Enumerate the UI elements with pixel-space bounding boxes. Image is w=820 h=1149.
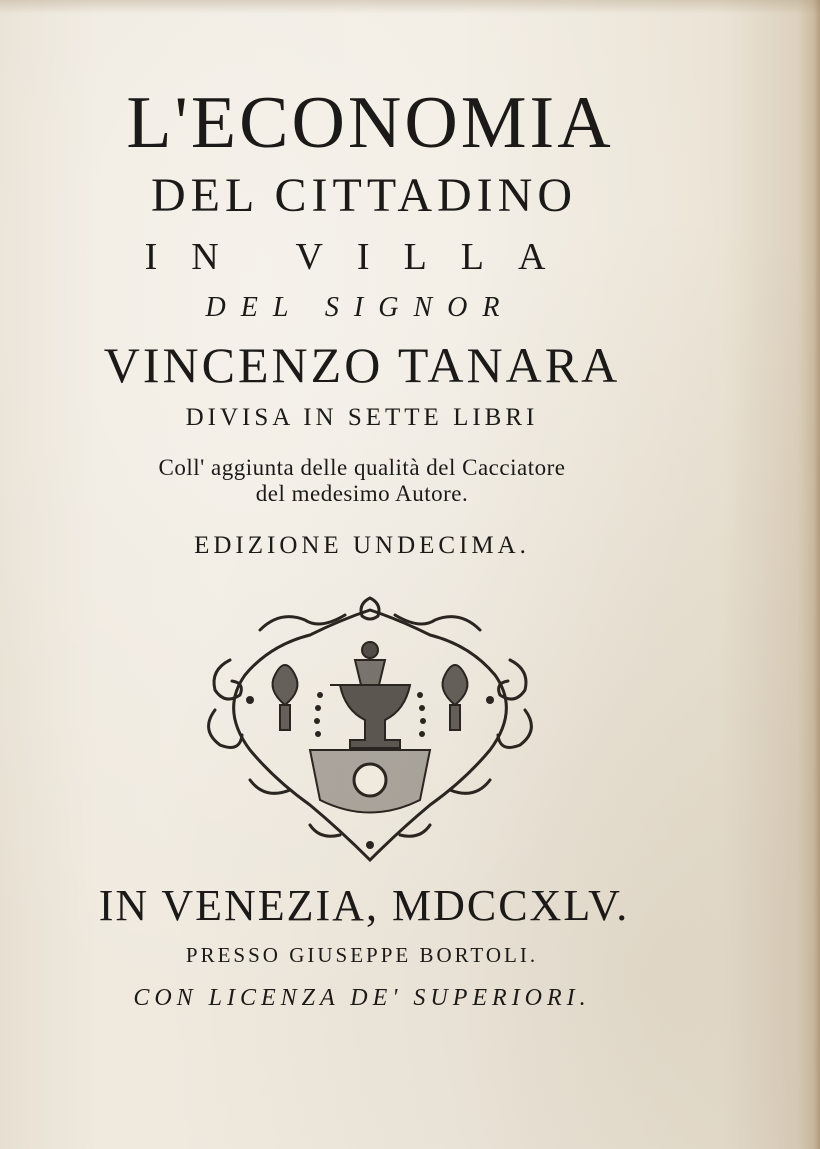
addition-note-line2: del medesimo Autore.	[255, 481, 469, 506]
author-prefix: DEL SIGNOR	[205, 292, 515, 323]
addition-note: Coll' aggiunta delle qualità del Cacciatore	[158, 455, 566, 480]
paper-edge-top	[0, 0, 820, 14]
author-name: VINCENZO TANARA	[103, 337, 621, 393]
paper-edge-right	[798, 0, 820, 1149]
edition: EDIZIONE UNDECIMA.	[194, 532, 530, 559]
book-division: DIVISA IN SETTE LIBRI	[185, 404, 539, 431]
printer-ornament-vase-icon	[190, 590, 550, 865]
book-title-line2: DEL CITTADINO	[151, 169, 577, 222]
book-title: L'ECONOMIA	[126, 82, 614, 164]
license-line: CON LICENZA DE' SUPERIORI.	[133, 985, 591, 1011]
book-title-line3: IN VILLA	[144, 236, 580, 278]
printer-name: PRESSO GIUSEPPE BORTOLI.	[185, 943, 539, 967]
imprint-place-date: IN VENEZIA, MDCCXLV.	[98, 881, 630, 930]
